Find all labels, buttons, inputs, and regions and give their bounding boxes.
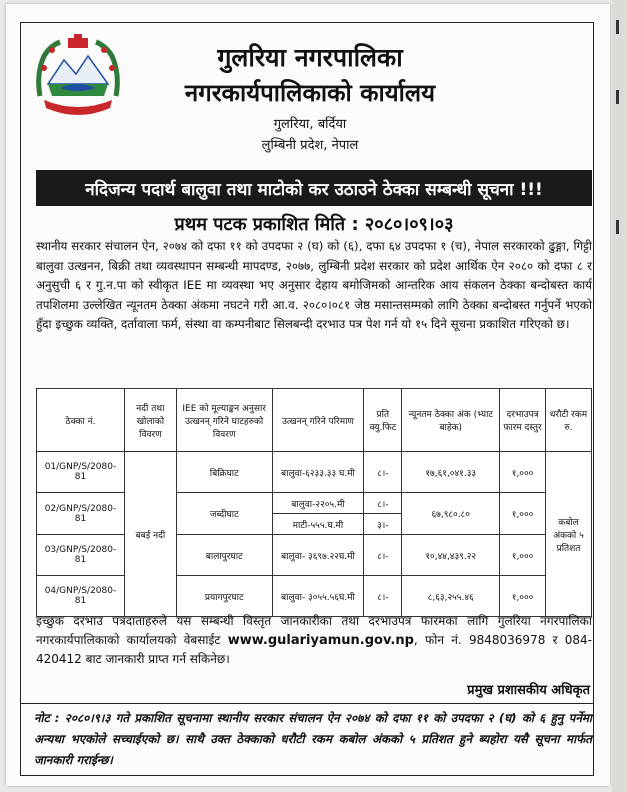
header-deposit: धरौटी रकम रु. bbox=[546, 389, 592, 452]
quantity-cell: बालुवा-६२३३.३३ घ.मी bbox=[272, 452, 364, 493]
header-contract-no: ठेक्का नं. bbox=[37, 389, 125, 452]
header-rate: प्रति क्यु.फिट bbox=[364, 389, 402, 452]
river-cell: बबई नदी bbox=[124, 452, 176, 617]
website-link[interactable]: www.gulariyamun.gov.np bbox=[227, 633, 414, 648]
form-fee-cell: १,००० bbox=[500, 452, 546, 493]
rate-cell: ८।- bbox=[364, 576, 402, 617]
table-header-row bbox=[37, 389, 592, 452]
min-amount-cell: १७,६१,०४१.३३ bbox=[402, 452, 500, 493]
office-province: लुम्बिनी प्रदेश, नेपाल bbox=[261, 138, 359, 153]
correction-note: नोट : २०८०।९।३ गते प्रकाशित सूचनामा स्थानीय सरकार संचालन ऐन २०७४ को दफा ११ को उपदफा २ (घ) को ६ हुनु पर्नेमा अन्यथा भएकोले सच्चाईएको छ। साथै उक्त ठेक्काको धरौटी रकम कबोल अंकको ५ प्रतिशत हुने ब्यहोरा यसै सूचना मार्फत जानकारी गराईन्छ। bbox=[34, 711, 592, 767]
header-ghat: IEE को मूल्याङ्कन अनुसार उत्खनन् गरिने घाटहरुको विवरण bbox=[176, 389, 272, 452]
min-amount-cell: ८,६३,२५५.४६ bbox=[402, 576, 500, 617]
rate-cell: ३।- bbox=[364, 514, 402, 535]
signature-title: प्रमुख प्रशासकीय अधिकृत bbox=[467, 683, 590, 698]
municipality-name: गुलरिया नगरपालिका bbox=[217, 43, 403, 72]
header-river: नदी तथा खोलाको विवरण bbox=[124, 389, 176, 452]
table-row bbox=[37, 535, 592, 576]
rate-cell: ८।- bbox=[364, 452, 402, 493]
contract-no-cell: 01/GNP/S/2080-81 bbox=[37, 452, 125, 493]
min-amount-cell: १०,४४,४३९.२२ bbox=[402, 535, 500, 576]
deposit-cell: कबोल अंकको ५ प्रतिशत bbox=[546, 452, 592, 617]
table-row bbox=[37, 493, 592, 514]
notice-banner-text: नदिजन्य पदार्थ बालुवा तथा माटोको कर उठाउने ठेक्का सम्बन्धी सूचना !!! bbox=[85, 179, 543, 200]
rate-cell: ८।- bbox=[364, 493, 402, 514]
form-fee-cell: १,००० bbox=[500, 576, 546, 617]
ghat-cell: बालापुरघाट bbox=[176, 535, 272, 576]
quantity-cell: बालुवा- ३६९७.२२घ.मी bbox=[272, 535, 364, 576]
form-fee-cell: १,००० bbox=[500, 535, 546, 576]
form-fee-cell: १,००० bbox=[500, 493, 546, 535]
ghat-cell: जब्दीघाट bbox=[176, 493, 272, 535]
tender-table bbox=[36, 388, 592, 617]
ghat-cell: बिक्रिघाट bbox=[176, 452, 272, 493]
quantity-cell: माटी-५५५.घ.मी bbox=[272, 514, 364, 535]
notice-banner bbox=[36, 170, 592, 206]
table-row bbox=[37, 576, 592, 617]
contact-text-before: इच्छुक दरभाउ पत्रदाताहरुले यस सम्बन्धी विस्तृत जानकारीका तथा दरभाउपत्र फारमका लागि गुलरिया नगरपालिका नगरकार्यपालिकाको कार्यालयको वेबसाईट bbox=[36, 614, 592, 647]
contact-paragraph bbox=[36, 612, 592, 669]
contract-no-cell: 04/GNP/S/2080-81 bbox=[37, 576, 125, 617]
ghat-cell: प्रयागपुरघाट bbox=[176, 576, 272, 617]
note-divider bbox=[20, 703, 594, 704]
intro-paragraph: स्थानीय सरकार संचालन ऐन, २०७४ को दफा ११ को उपदफा २ (घ) को (६), दफा ६४ उपदफा १ (च), नेपाल सरकारको ढुङ्गा, गिट्टी बालुवा उत्खनन, बिक्री तथा व्यवस्थापन सम्बन्धी मापदण्ड, २०७७, लुम्बिनी प्रदेश सरकार को प्रदेश आर्थिक ऐन २०८० को दफा ८ र अनुसुची ६ र गु.न.पा को स्वीकृत IEE मा व्यवस्था भए अनुसार देहाय बमोजिमको आन्तरिक आय संकलन ठेक्का बन्दोबस्त कार्य तपशिलमा उल्लेखित न्यूनतम ठेक्का अंकमा नघटने गरी आ.व. २०८०।०८१ जेष्ठ मसान्तसम्मको लागि ठेक्का बन्दोबस्त गर्नुपर्ने भएको हुँदा इच्छुक व्यक्ति, दर्तावाला फर्म, संस्था वा कम्पनीबाट सिलबन्दी दरभाउ पत्र पेश गर्न यो १५ दिने सूचना प्रकाशित गरिएको छ। bbox=[36, 239, 592, 332]
table-row bbox=[37, 452, 592, 493]
min-amount-cell: ६७,९८०.८० bbox=[402, 493, 500, 535]
contract-no-cell: 03/GNP/S/2080-81 bbox=[37, 535, 125, 576]
office-name: नगरकार्यपालिकाको कार्यालय bbox=[184, 79, 436, 107]
quantity-cell: बालुवा- ३०५५.५६घ.मी bbox=[272, 576, 364, 617]
publication-date: प्रथम पटक प्रकाशित मिति : २०८०।०९।०३ bbox=[174, 214, 454, 235]
rate-cell: ८।- bbox=[364, 535, 402, 576]
contract-no-cell: 02/GNP/S/2080-81 bbox=[37, 493, 125, 535]
contact-text-after: , फोन नं. 9848036978 र 084-420412 बाट जानकारी प्राप्त गर्न सकिनेछ। bbox=[36, 633, 592, 666]
header-quantity: उत्खनन् गरिने परिमाण bbox=[272, 389, 364, 452]
header-form-fee: दरभाउपत्र फारम दस्तुर bbox=[500, 389, 546, 452]
office-location: गुलरिया, बर्दिया bbox=[273, 117, 347, 132]
header-min-amount: न्यूनतम ठेक्का अंक (भ्याट बाहेक) bbox=[402, 389, 500, 452]
quantity-cell: बालुवा-२२०५.मी bbox=[272, 493, 364, 514]
